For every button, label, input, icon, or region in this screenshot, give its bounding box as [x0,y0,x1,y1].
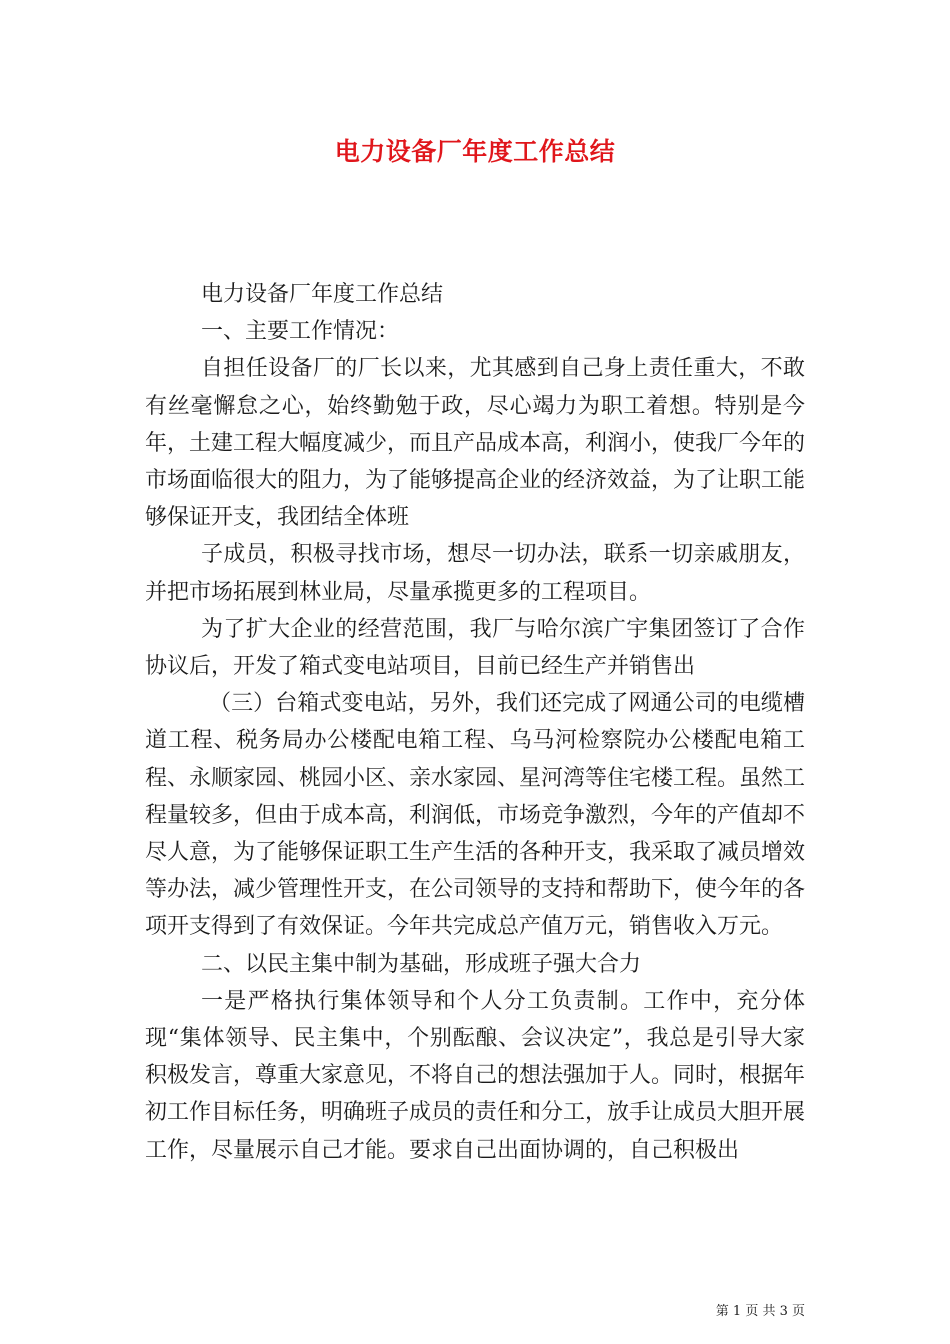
paragraph-section-1: 一、主要工作情况： [201,319,400,345]
paragraph-1: 自担任设备厂的厂长以来，尤其感到自己身上责任重大，不敢有丝毫懈怠之心，始终勤勉于政，尽心竭力为职工着想。特别是今年，土建工程大幅度减少，而且产品成本高，利润小，使我厂今年的市场面临很大的阻力，为了能够提高企业的经济效益，为了让职工能够保证开支，我团结全体班 [145,356,806,531]
paragraph-4: （三）台箱式变电站，另外，我们还完成了网通公司的电缆槽道工程、税务局办公楼配电箱工程、乌马河检察院办公楼配电箱工程、永顺家园、桃园小区、亲水家园、星河湾等住宅楼工程。虽然工程量较多，但由于成本高，利润低，市场竞争激烈，今年的产值却不尽人意，为了能够保证职工生产生活的各种开支，我采取了减员增效等办法，减少管理性开支，在公司领导的支持和帮助下，使今年的各项开支得到了有效保证。今年共完成总产值万元，销售收入万元。 [145,691,806,940]
page-footer: 第 1 页 共 3 页 [715,1304,805,1319]
paragraph-5: 一是严格执行集体领导和个人分工负责制。工作中，充分体现“集体领导、民主集中，个别酝酿、会议决定”，我总是引导大家积极发言，尊重大家意见，不将自己的想法强加于人。同时，根据年初工作目标任务，明确班子成员的责任和分工，放手让成员大胆开展工作，尽量展示自己才能。要求自己出面协调的，自己积极出 [145,988,806,1163]
paragraph-3: 为了扩大企业的经营范围，我厂与哈尔滨广宇集团签订了合作协议后，开发了箱式变电站项目，目前已经生产并销售出 [145,616,805,680]
paragraph-2: 子成员，积极寻找市场，想尽一切办法，联系一切亲戚朋友，并把市场拓展到林业局，尽量承揽更多的工程项目。 [145,542,805,605]
paragraph-section-2: 二、以民主集中制为基础，形成班子强大合力 [201,951,642,977]
paragraph-heading: 电力设备厂年度工作总结 [201,282,444,307]
document-title: 电力设备厂年度工作总结 [334,137,616,166]
document-body [145,276,805,1169]
